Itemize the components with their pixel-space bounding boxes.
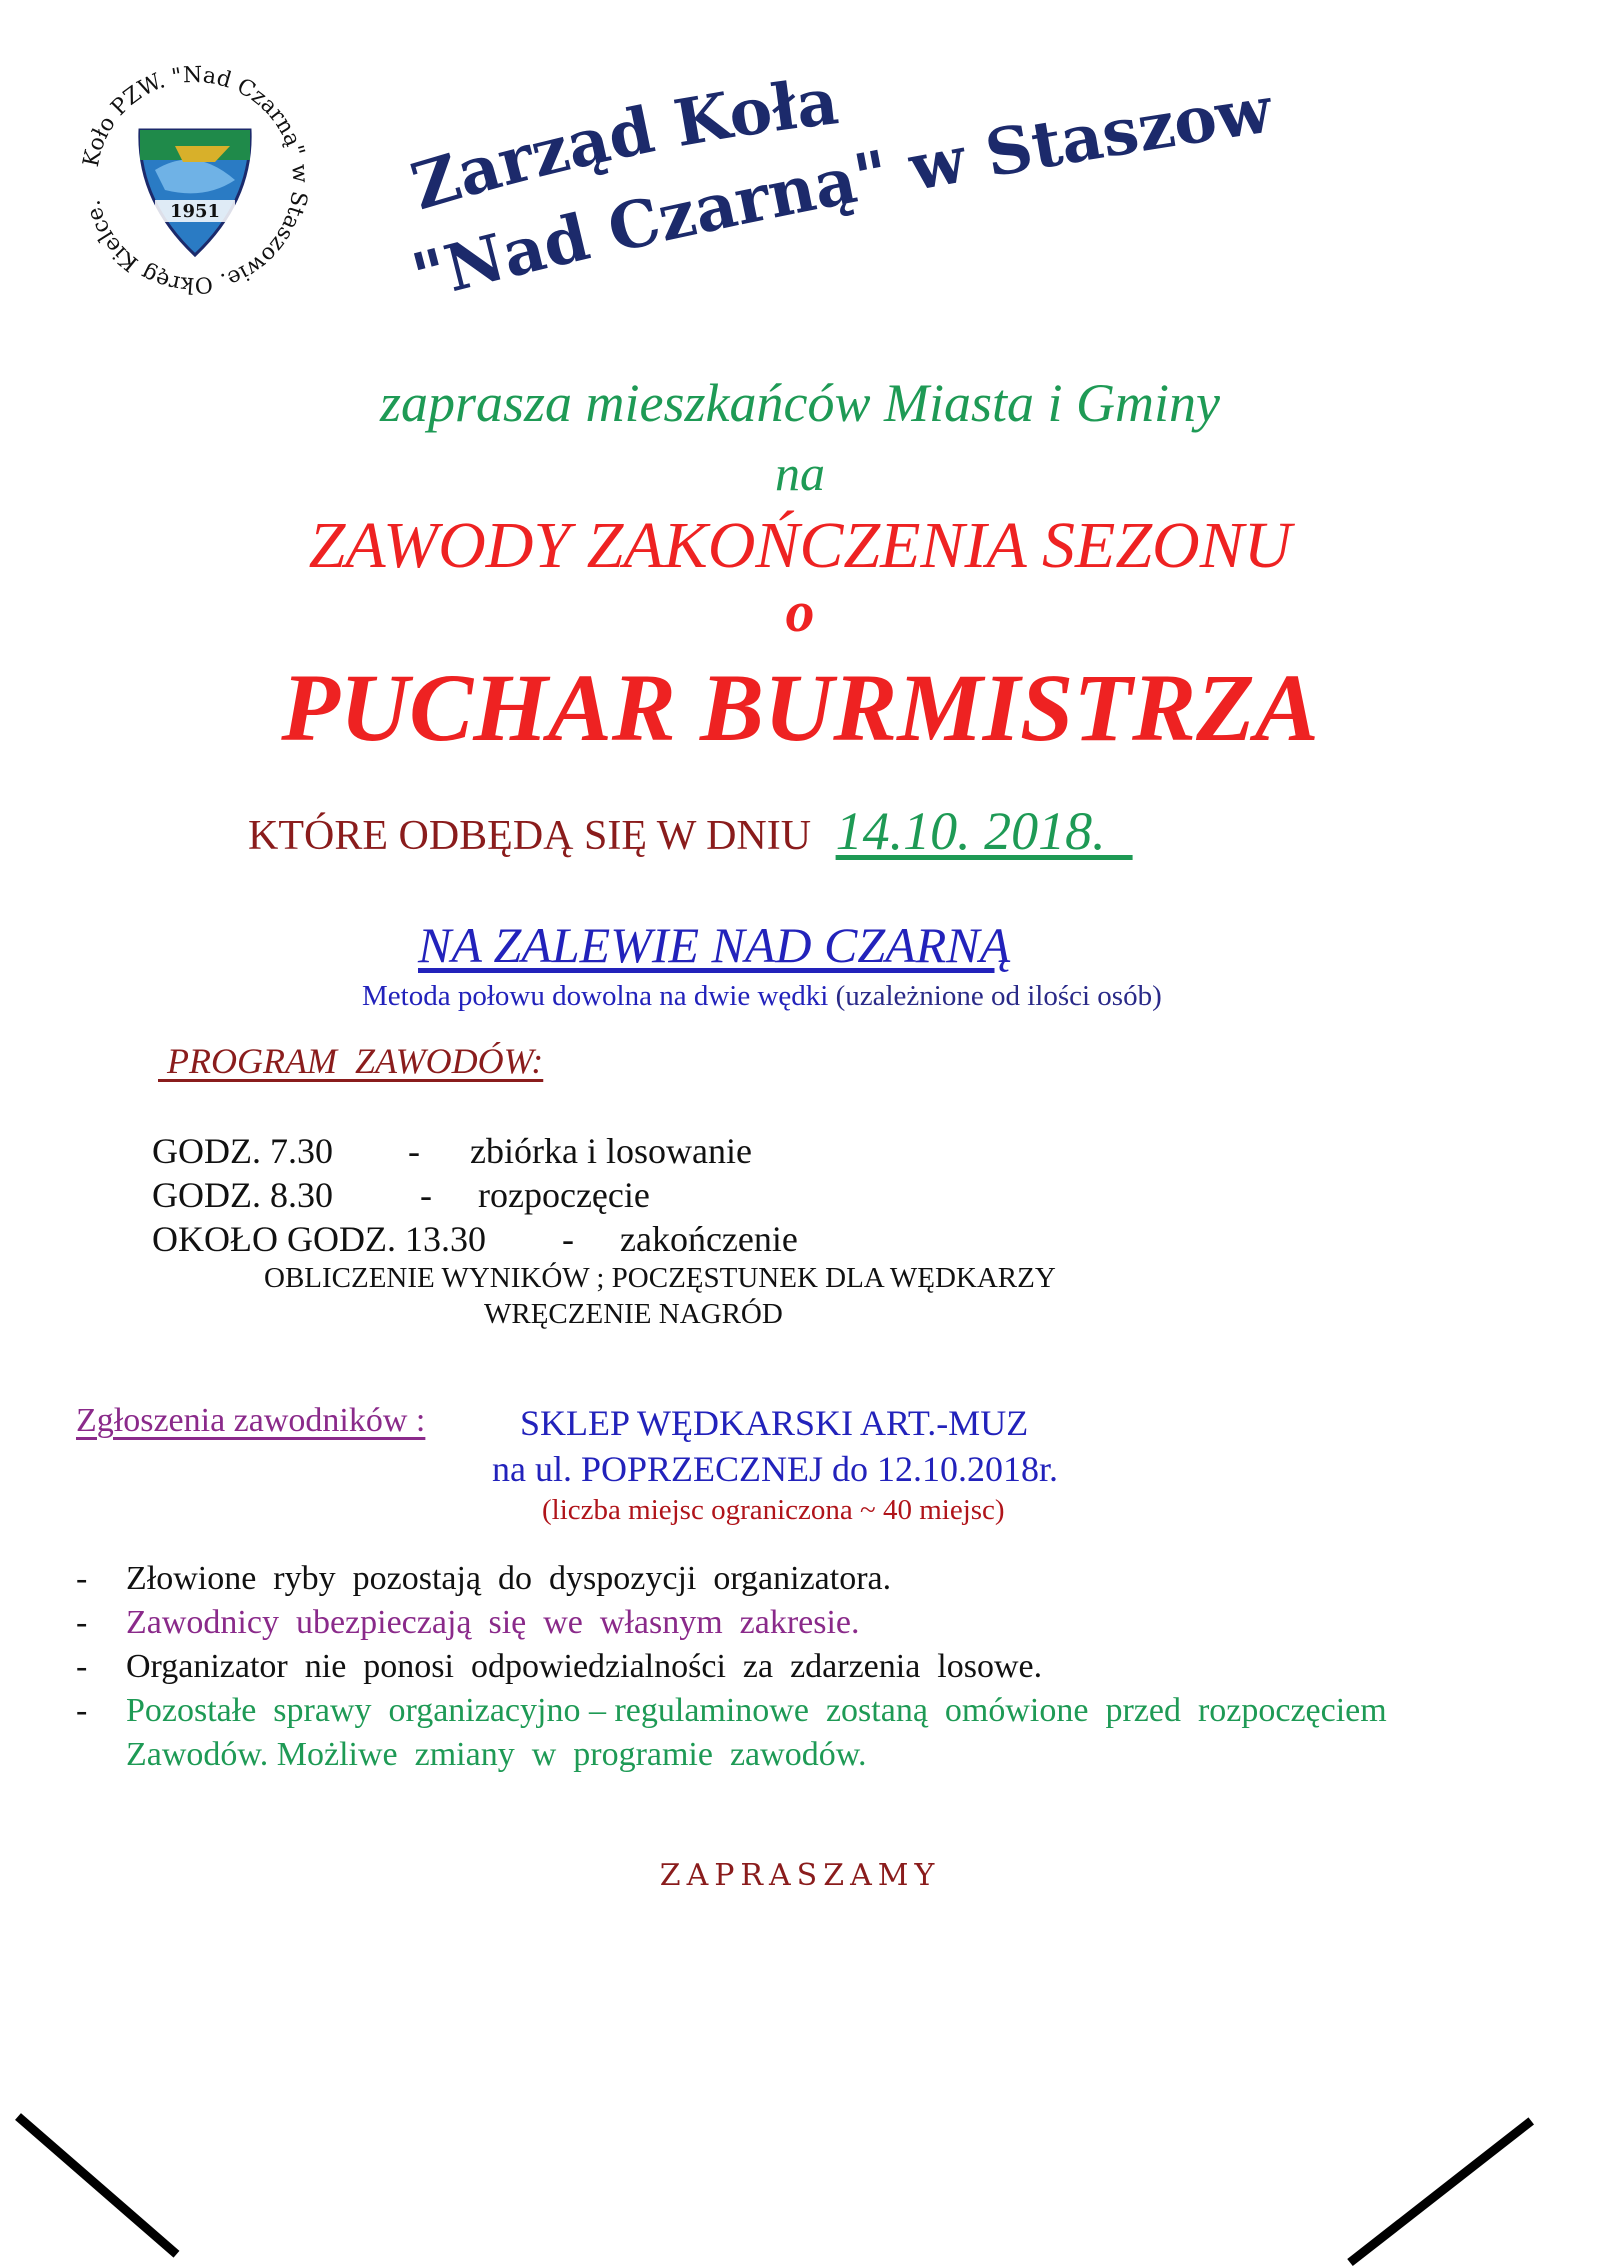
event-preposition: o (785, 579, 815, 644)
fishing-method-note: (uzależnione od ilości osób) (835, 980, 1162, 1012)
program-time: GODZ. 7.30 (152, 1131, 333, 1171)
fishing-method-text: Metoda połowu dowolna na dwie wędki (362, 980, 829, 1012)
program-extra-2: WRĘCZENIE NAGRÓD (484, 1298, 783, 1330)
event-date: 14.10. 2018. (835, 801, 1133, 861)
rule-dash: - (76, 1604, 88, 1641)
registration-limit: (liczba miejsc ograniczona ~ 40 miejsc) (542, 1494, 1005, 1526)
invite-line-2: na (775, 445, 825, 501)
rule-dash: - (76, 1648, 88, 1685)
program-heading: PROGRAM ZAWODÓW: (158, 1041, 544, 1081)
program-desc: zakończenie (620, 1219, 798, 1259)
program-item (152, 1174, 650, 1216)
registration-address: na ul. POPRZECZNEJ do 12.10.2018r. (492, 1449, 1059, 1489)
invite-line-1: zaprasza mieszkańców Miasta i Gminy (380, 373, 1220, 433)
rule-text: Złowione ryby pozostają do dyspozycji organizatora. (126, 1560, 892, 1597)
header-line-2: "Nad Czarną" w Staszow (404, 72, 1277, 316)
program-time: OKOŁO GODZ. 13.30 (152, 1219, 486, 1259)
program-item (152, 1218, 798, 1260)
registration-label: Zgłoszenia zawodników : (76, 1402, 426, 1439)
logo-ring-text: Koło PZW. "Nad Czarną" w Staszowie. Okręg Kielce. (78, 62, 313, 298)
location-title: NA ZALEWIE NAD CZARNĄ (418, 917, 1011, 973)
registration-shop: SKLEP WĘDKARSKI ART.-MUZ (520, 1403, 1029, 1443)
fishing-method (362, 980, 1162, 1013)
rule-text: Zawodów. Możliwe zmiany w programie zawodów. (126, 1736, 867, 1773)
rule-text: Zawodnicy ubezpieczają się we własnym zakresie. (126, 1604, 860, 1641)
corner-line-right (1347, 2117, 1534, 2266)
cup-title: PUCHAR BURMISTRZA (281, 654, 1319, 761)
program-desc: rozpoczęcie (478, 1175, 650, 1215)
closing-text: ZAPRASZAMY (659, 1858, 941, 1893)
program-extra-1: OBLICZENIE WYNIKÓW ; POCZĘSTUNEK DLA WĘDKARZY (264, 1262, 1056, 1294)
program-time: GODZ. 8.30 (152, 1175, 333, 1215)
rule-text: Pozostałe sprawy organizacyjno – regulaminowe zostaną omówione przed rozpoczęciem (126, 1692, 1387, 1729)
event-title: ZAWODY ZAKOŃCZENIA SEZONU (308, 509, 1292, 582)
club-emblem-icon (55, 50, 335, 310)
header-title (400, 60, 1300, 380)
rule-dash: - (76, 1560, 88, 1597)
corner-line-left (15, 2113, 179, 2258)
club-logo (55, 50, 335, 310)
logo-year: 1951 (169, 201, 221, 222)
rule-dash: - (76, 1692, 88, 1729)
program-dash: - (420, 1175, 432, 1215)
program-dash: - (408, 1131, 420, 1171)
program-item (152, 1130, 752, 1172)
date-line (248, 800, 1133, 862)
rule-text: Organizator nie ponosi odpowiedzialności za zdarzenia losowe. (126, 1648, 1043, 1685)
date-label: KTÓRE ODBĘDĄ SIĘ W DNIU (248, 813, 812, 859)
header-line-1: Zarząd Koła (403, 64, 843, 226)
program-dash: - (562, 1219, 574, 1259)
program-desc: zbiórka i losowanie (470, 1131, 752, 1171)
